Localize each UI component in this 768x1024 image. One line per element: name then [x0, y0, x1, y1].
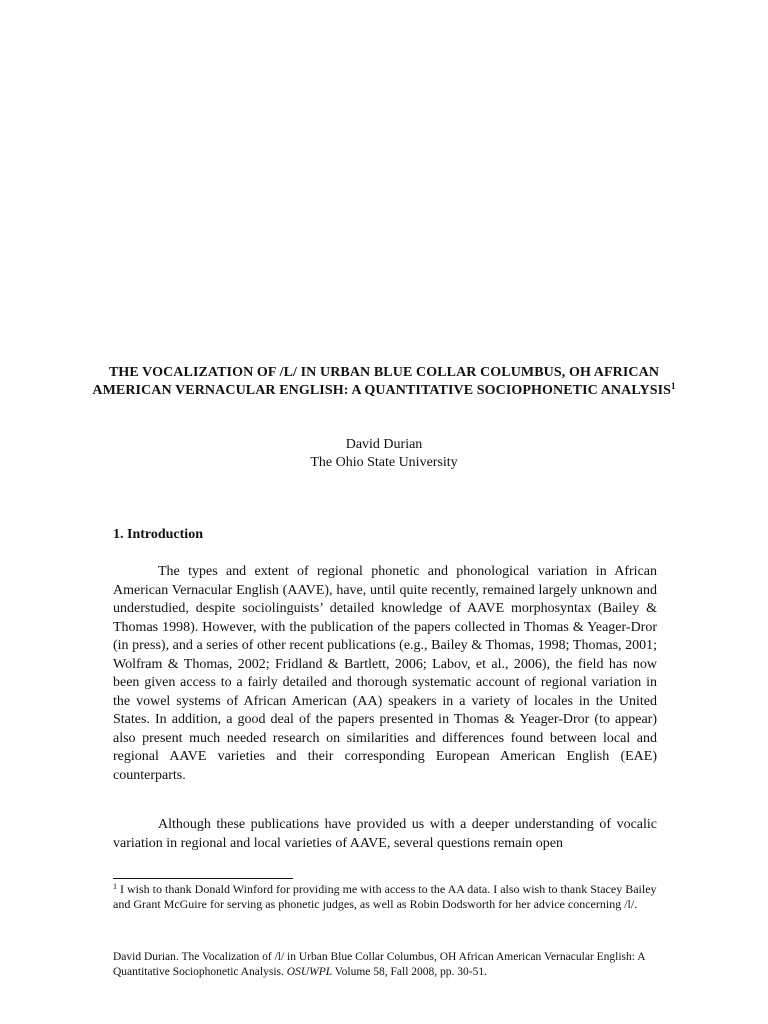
- footnote: [113, 882, 663, 912]
- citation-line: [113, 950, 663, 979]
- title-footnote-mark[interactable]: 1: [671, 381, 676, 391]
- citation-journal: OSUWPL: [286, 965, 333, 978]
- paper-title: [90, 364, 678, 400]
- footnote-mark: 1: [113, 882, 117, 891]
- citation-text: David Durian. The Vocalization of /l/ in Urban Blue Collar Columbus, OH African American Vernacular English: A Quantitative Sociophonetic Analysis.: [113, 951, 645, 978]
- footnote-divider: [113, 878, 293, 879]
- paragraph-2: Although these publications have provided us with a deeper understanding of vocalic variation in regional and local varieties of AAVE, several questions remain open: [113, 817, 657, 851]
- citation-volume: Volume 58, Fall 2008, pp. 30-51.: [332, 965, 487, 978]
- paragraph-1: The types and extent of regional phonetic and phonological variation in African American Vernacular English (AAVE), have, until quite recently, remained largely unknown and understudied, despite sociolinguists’ detailed knowledge of AAVE morphosyntax (Bailey & Thomas 1998). However, with the publication of the papers collected in Thomas & Yeager-Dror (in press), and a series of other recent publications (e.g., Bailey & Thomas, 1998; Thomas, 2001; Wolfram & Thomas, 2002; Fridland & Bartlett, 2006; Labov, et al., 2006), the field has now been given access to a fairly detailed and thorough systematic account of regional variation in the vowel systems of African American (AA) speakers in a variety of locales in the United States. In addition, a good deal of the papers presented in Thomas & Yeager-Dror (to appear) also present much needed research on similarities and differences found between local and regional AAVE varieties and their corresponding European American English (EAE) counterparts.: [113, 564, 657, 783]
- section-heading-introduction: 1. Introduction: [113, 527, 203, 542]
- footnote-text: I wish to thank Donald Winford for providing me with access to the AA data. I also wish to thank Stacey Bailey and Grant McGuire for serving as phonetic judges, as well as Robin Dodsworth for her advice concerning /l/.: [113, 882, 657, 911]
- author-name: David Durian: [345, 437, 423, 452]
- author-block: [90, 436, 678, 472]
- paper-title-text: THE VOCALIZATION OF /L/ IN URBAN BLUE COLLAR COLUMBUS, OH AFRICAN AMERICAN VERNACULAR ENGLISH: A QUANTITATIVE SOCIOPHONETIC ANALYSIS: [92, 365, 672, 398]
- author-affiliation: The Ohio State University: [310, 455, 458, 470]
